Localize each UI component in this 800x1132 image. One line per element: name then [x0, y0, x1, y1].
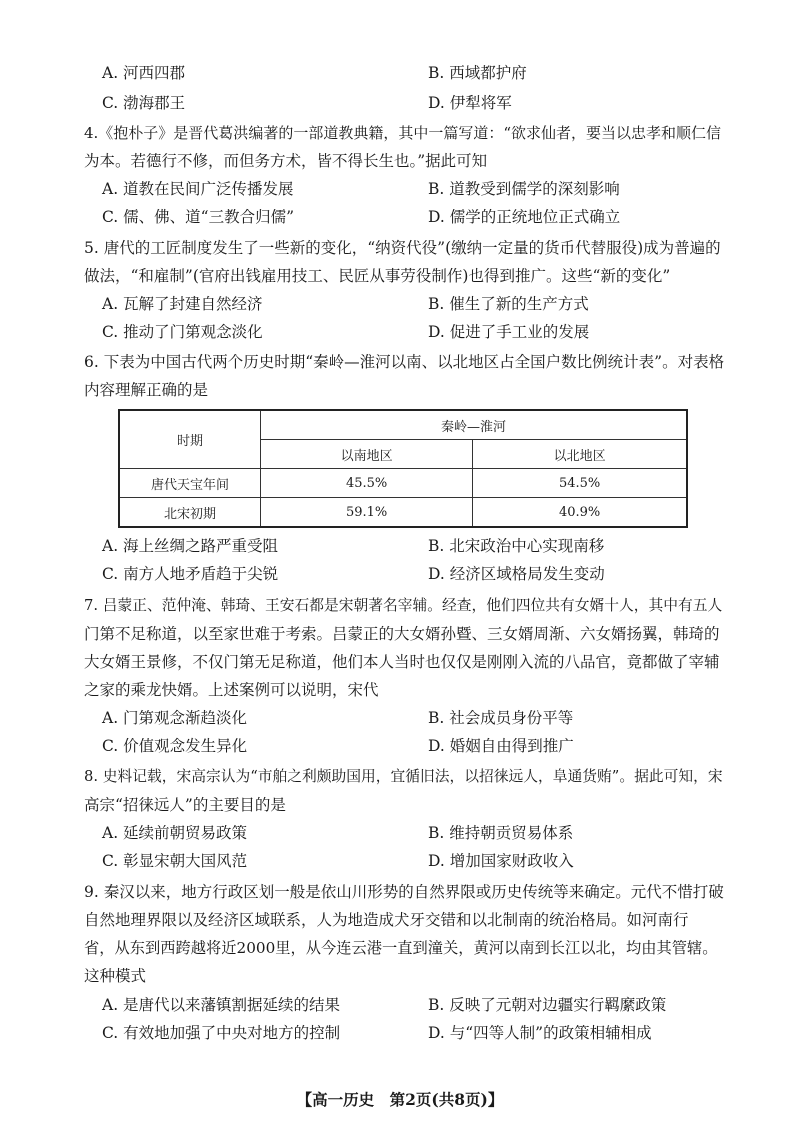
q7-options-row-1: [0, 703, 800, 733]
q8-option-c: C. 彰显宋朝大国风范: [102, 852, 248, 870]
row-period: 北宋初期: [119, 498, 261, 528]
q5-option-b: B. 催生了新的生产方式: [428, 295, 589, 313]
q4-option-d: D. 儒学的正统地位正式确立: [428, 208, 621, 226]
header-south: 以南地区: [261, 440, 473, 469]
q9-option-a: A. 是唐代以来藩镇割据延续的结果: [102, 996, 341, 1014]
q7-stem-line-2: 门第不足称道，以至家世难于考索。吕蒙正的大女婿孙暨、三女婿周渐、六女婿扬翼，韩琦的: [84, 625, 720, 643]
q8-stem-line-2: 高宗“招徕远人”的主要目的是: [84, 796, 286, 814]
q5-option-d: D. 促进了手工业的发展: [428, 323, 590, 341]
q9-option-d: D. 与“四等人制”的政策相辅相成: [428, 1024, 652, 1042]
household-ratio-table: [118, 409, 688, 528]
row-north: 40.9%: [473, 498, 687, 528]
q3-option-d: D. 伊犁将军: [428, 94, 512, 112]
q3-option-a: A. 河西四郡: [102, 64, 186, 82]
header-period: 时期: [119, 410, 261, 469]
header-north: 以北地区: [473, 440, 687, 469]
q9-stem-line-2: 自然地理界限以及经济区域联系，人为地造成犬牙交错和以北制南的统治格局。如河南行: [84, 911, 689, 929]
q5-options-row-2: [0, 317, 800, 347]
table-row: [119, 469, 687, 498]
q3-options-row-1: [0, 58, 800, 88]
page-footer: 【高一历史 第2页(共8页)】: [296, 1090, 504, 1109]
q7-options-row-2: [0, 731, 800, 761]
q4-option-a: A. 道教在民间广泛传播发展: [102, 180, 294, 198]
q7-stem-line-4: 之家的乘龙快婿。上述案例可以说明，宋代: [84, 681, 379, 699]
q9-option-b: B. 反映了元朝对边疆实行羁縻政策: [428, 996, 667, 1014]
table-row: [119, 498, 687, 528]
q6-options-row-2: [0, 559, 800, 589]
q9-stem-line-4: 这种模式: [84, 967, 147, 985]
row-south: 45.5%: [261, 469, 473, 498]
q5-options-row-1: [0, 289, 800, 319]
row-period: 唐代天宝年间: [119, 469, 261, 498]
q5-stem-line-1: 5. 唐代的工匠制度发生了一些新的变化，“纳资代役”(缴纳一定量的货币代替服役)成为普遍的: [84, 239, 721, 257]
q7-option-d: D. 婚姻自由得到推广: [428, 737, 574, 755]
q7-option-c: C. 价值观念发生异化: [102, 737, 248, 755]
q6-stem-line-1: 6. 下表为中国古代两个历史时期“秦岭—淮河以南、以北地区占全国户数比例统计表”。对表格: [84, 353, 725, 371]
q4-stem-line-1: 4.《抱朴子》是晋代葛洪编著的一部道教典籍，其中一篇写道：“欲求仙者，要当以忠孝和顺仁信: [84, 124, 721, 142]
q6-option-b: B. 北宋政治中心实现南移: [428, 537, 605, 555]
header-group: 秦岭—淮河: [261, 410, 688, 440]
q4-option-b: B. 道教受到儒学的深刻影响: [428, 180, 620, 198]
q9-stem-line-1: 9. 秦汉以来，地方行政区划一般是依山川形势的自然界限或历史传统等来确定。元代不惜打破: [84, 883, 724, 901]
q8-option-d: D. 增加国家财政收入: [428, 852, 574, 870]
q6-option-c: C. 南方人地矛盾趋于尖锐: [102, 565, 279, 583]
q7-stem-line-3: 大女婿王景修，不仅门第无足称道，他们本人当时也仅仅是刚刚入流的八品官，竟都做了宰辅: [84, 653, 720, 671]
q9-option-c: C. 有效地加强了中央对地方的控制: [102, 1024, 341, 1042]
q4-options-row-1: [0, 174, 800, 204]
q5-option-a: A. 瓦解了封建自然经济: [102, 295, 263, 313]
q7-option-a: A. 门第观念渐趋淡化: [102, 709, 248, 727]
q7-stem-line-1: 7. 吕蒙正、范仲淹、韩琦、王安石都是宋朝著名宰辅。经查，他们四位共有女婿十人，其中有五人: [84, 597, 723, 614]
q4-stem-line-2: 为本。若德行不修，而但务方术，皆不得长生也。”据此可知: [84, 152, 488, 170]
q9-options-row-1: [0, 990, 800, 1020]
q5-stem-line-2: 做法，“和雇制”(官府出钱雇用技工、民匠从事劳役制作)也得到推广。这些“新的变化”: [84, 267, 671, 285]
q3-option-b: B. 西域都护府: [428, 64, 527, 82]
row-north: 54.5%: [473, 469, 687, 498]
row-south: 59.1%: [261, 498, 473, 528]
q9-options-row-2: [0, 1018, 800, 1048]
table-header-row-1: [119, 410, 687, 440]
q8-options-row-1: [0, 818, 800, 848]
q9-stem-line-3: 省，从东到西跨越将近2000里，从今连云港一直到潼关，黄河以南到长江以北，均由其管辖。: [84, 939, 718, 957]
q6-option-d: D. 经济区域格局发生变动: [428, 565, 605, 583]
q3-options-row-2: [0, 88, 800, 118]
q4-options-row-2: [0, 202, 800, 232]
q8-option-b: B. 维持朝贡贸易体系: [428, 824, 574, 842]
q5-option-c: C. 推动了门第观念淡化: [102, 323, 263, 341]
q8-option-a: A. 延续前朝贸易政策: [102, 824, 248, 842]
q6-stem-line-2: 内容理解正确的是: [84, 381, 209, 399]
q3-option-c: C. 渤海郡王: [102, 94, 186, 112]
q8-stem-line-1: 8. 史料记载，宋高宗认为“市舶之利颇助国用，宜循旧法，以招徕远人，阜通货贿”。据此可知，宋: [84, 768, 723, 785]
q7-option-b: B. 社会成员身份平等: [428, 709, 574, 727]
q6-options-row-1: [0, 531, 800, 561]
q4-option-c: C. 儒、佛、道“三教合归儒”: [102, 208, 295, 226]
q6-option-a: A. 海上丝绸之路严重受阻: [102, 537, 279, 555]
q8-options-row-2: [0, 846, 800, 876]
